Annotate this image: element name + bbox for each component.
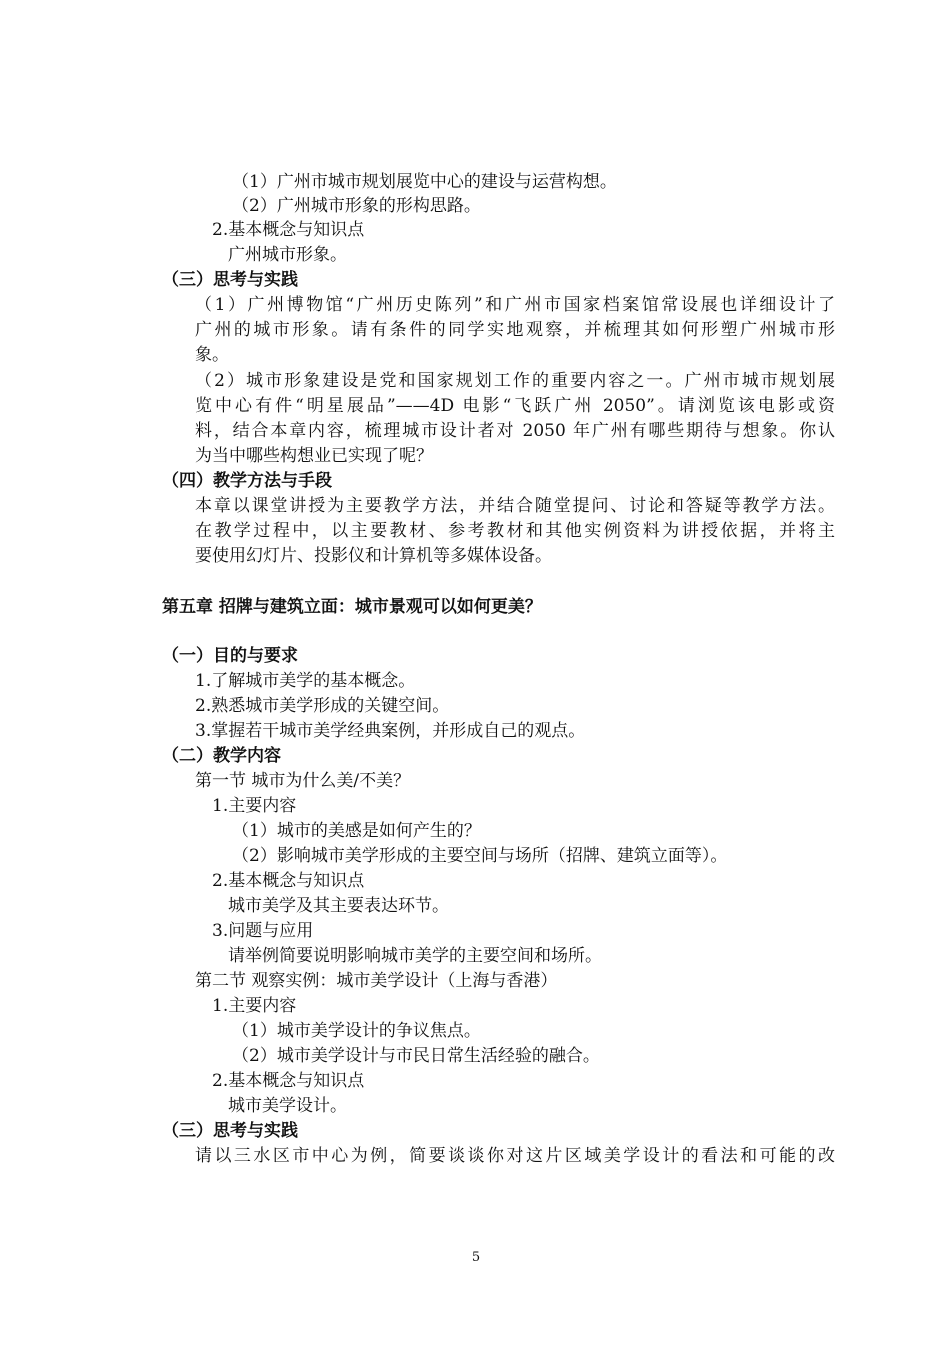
text-line: 1.主要内容 — [212, 996, 297, 1016]
text-line: 3.掌握若干城市美学经典案例，并形成自己的观点。 — [195, 721, 586, 741]
paragraph-line: 览中心有件“明星展品”——4D 电影“飞跃广州 2050”。请浏览该电影或资 — [195, 396, 835, 416]
text-line: 第二节 观察实例：城市美学设计（上海与香港） — [195, 971, 558, 991]
section-heading: （二）教学内容 — [162, 746, 281, 766]
text-line: 2.基本概念与知识点 — [212, 871, 365, 891]
text-line: 3.问题与应用 — [212, 921, 314, 941]
paragraph-line: （1）广州博物馆“广州历史陈列”和广州市国家档案馆常设展也详细设计了 — [195, 295, 835, 315]
paragraph-line: 在教学过程中，以主要教材、参考教材和其他实例资料为讲授依据，并将主 — [195, 521, 835, 541]
section-heading: （四）教学方法与手段 — [162, 471, 332, 491]
text-line: 2.熟悉城市美学形成的关键空间。 — [195, 696, 450, 716]
text-line: （1）广州市城市规划展览中心的建设与运营构想。 — [232, 172, 617, 192]
page-number: 5 — [471, 1250, 481, 1265]
paragraph-line: 为当中哪些构想业已实现了呢？ — [195, 446, 433, 466]
section-heading: （一）目的与要求 — [162, 646, 298, 666]
text-line: 城市美学设计。 — [228, 1096, 347, 1116]
text-line: （1）城市的美感是如何产生的？ — [232, 821, 481, 841]
section-heading: （三）思考与实践 — [162, 1121, 298, 1141]
text-line: （2）广州城市形象的形构思路。 — [232, 196, 481, 216]
text-line: （2）影响城市美学形成的主要空间与场所（招牌、建筑立面等）。 — [232, 846, 728, 866]
text-line: 城市美学及其主要表达环节。 — [228, 896, 449, 916]
text-line: 2.基本概念与知识点 — [212, 1071, 365, 1091]
text-line: 广州城市形象。 — [228, 245, 347, 265]
text-line: 1.主要内容 — [212, 796, 297, 816]
paragraph-line: 请以三水区市中心为例，简要谈谈你对这片区域美学设计的看法和可能的改 — [195, 1146, 835, 1166]
paragraph-line: 本章以课堂讲授为主要教学方法，并结合随堂提问、讨论和答疑等教学方法。 — [195, 496, 835, 516]
paragraph-line: 料，结合本章内容，梳理城市设计者对 2050 年广州有哪些期待与想象。你认 — [195, 421, 835, 441]
paragraph-line: （2）城市形象建设是党和国家规划工作的重要内容之一。广州市城市规划展 — [195, 371, 835, 391]
text-line: 1.了解城市美学的基本概念。 — [195, 671, 416, 691]
text-line: （1）城市美学设计的争议焦点。 — [232, 1021, 481, 1041]
paragraph-line: 象。 — [195, 345, 229, 365]
text-line: 第一节 城市为什么美/不美？ — [195, 771, 411, 791]
text-line: （2）城市美学设计与市民日常生活经验的融合。 — [232, 1046, 600, 1066]
paragraph-line: 要使用幻灯片、投影仪和计算机等多媒体设备。 — [195, 546, 552, 566]
chapter-title: 第五章 招牌与建筑立面：城市景观可以如何更美？ — [162, 597, 542, 617]
section-heading: （三）思考与实践 — [162, 270, 298, 290]
text-line: 2.基本概念与知识点 — [212, 220, 365, 240]
paragraph-line: 广州的城市形象。请有条件的同学实地观察，并梳理其如何形塑广州城市形 — [195, 320, 835, 340]
text-line: 请举例简要说明影响城市美学的主要空间和场所。 — [228, 946, 602, 966]
